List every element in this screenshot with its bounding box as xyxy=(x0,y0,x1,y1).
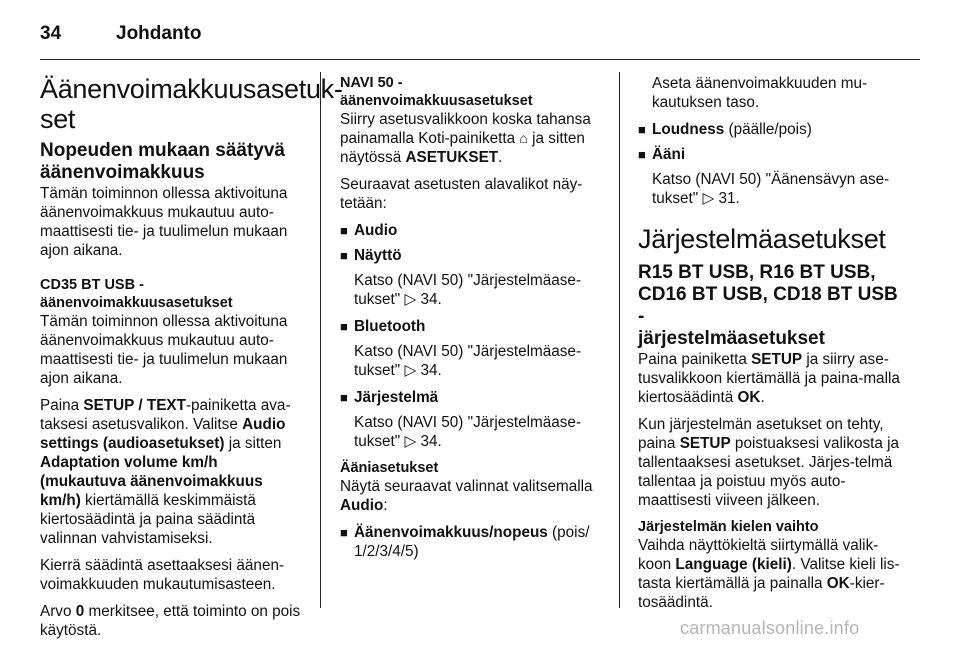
list-item: ■ Järjestelmä xyxy=(340,389,439,406)
paragraph: Tämän toiminnon ollessa aktivoituna äänenvoimakkuus mukautuu auto-maattisesti tie- ja tuulimelun mukaan ajon aikana. xyxy=(40,313,288,387)
page-number: 34 xyxy=(40,23,62,44)
watermark: carmanualsonline.info xyxy=(680,618,860,638)
column-3 xyxy=(638,70,908,620)
bullet-icon: ■ xyxy=(340,525,348,540)
sub-heading: Ääniasetukset xyxy=(340,460,439,476)
paragraph: Siirry asetusvalikkoon koska tahansa painamalla Koti-painiketta ⌂ ja sitten näytössä ASETUKSET. xyxy=(340,111,591,166)
paragraph: Vaihda näyttökieltä siirtymällä valik-koon Language (kieli). Valitse kieli lis-tasta kiertämällä ja painalla OK-kier-tosäädintä. xyxy=(638,537,900,611)
column-2 xyxy=(340,70,608,567)
bullet-icon: ■ xyxy=(340,390,348,405)
section-heading: Äänenvoimakkuusasetuk- set xyxy=(40,74,343,134)
list-item-desc: Katso (NAVI 50) "Järjestelmäase-tukset" ▷ 34. xyxy=(354,414,582,450)
paragraph: Näytä seuraavat valinnat valitsemalla Audio: xyxy=(340,478,593,514)
paragraph: Arvo 0 merkitsee, että toiminto on pois käytöstä. xyxy=(40,603,301,639)
paragraph: Paina SETUP / TEXT-painiketta ava-taksesi asetusvalikon. Valitse Audio settings (audioasetukset) ja sitten Adaptation volume km/h (mukautuva äänenvoimakkuus km/h) kiertämällä keskimmäistä kiertosäädintä ja paina säädintä valinnan vahvistamiseksi. xyxy=(40,397,291,547)
paragraph: Kierrä säädintä asettaaksesi äänen-voimakkuuden mukautumisasteen. xyxy=(40,557,285,593)
subsection-heading: R15 BT USB, R16 BT USB, CD16 BT USB, CD18 BT USB - järjestelmäasetukset xyxy=(638,262,898,349)
bullet-icon: ■ xyxy=(340,319,348,334)
paragraph: Aseta äänenvoimakkuuden mu-kautuksen taso. xyxy=(652,75,868,111)
bullet-icon: ■ xyxy=(638,147,646,162)
list-item: ■ Ääni xyxy=(638,146,686,163)
sub-heading: Järjestelmän kielen vaihto xyxy=(638,519,819,535)
bullet-icon: ■ xyxy=(340,223,348,238)
column-1 xyxy=(40,70,343,648)
page-header xyxy=(40,20,202,48)
paragraph: Kun järjestelmän asetukset on tehty, paina SETUP poistuaksesi valikosta ja tallentaaksesi asetukset. Järjes-telmä tallentaa ja poistuu myös auto-maattisesti viiveen jälkeen. xyxy=(638,416,900,509)
list-item: ■ Audio xyxy=(340,222,398,239)
column-divider-1 xyxy=(320,72,321,608)
subsection-heading: Nopeuden mukaan säätyvä äänenvoimakkuus xyxy=(40,140,285,183)
bullet-icon: ■ xyxy=(340,248,348,263)
list-item: ■ Bluetooth xyxy=(340,318,426,335)
sub-heading: NAVI 50 - äänenvoimakkuusasetukset xyxy=(340,75,533,109)
column-divider-2 xyxy=(619,72,620,608)
list-item-desc: Katso (NAVI 50) "Järjestelmäase-tukset" ▷ 34. xyxy=(354,272,582,308)
chapter-title: Johdanto xyxy=(116,23,202,44)
sub-heading: CD35 BT USB - äänenvoimakkuusasetukset xyxy=(40,277,233,311)
list-item: ■ Näyttö xyxy=(340,247,402,264)
paragraph: Seuraavat asetusten alavalikot näy-tetään: xyxy=(340,176,583,212)
list-item: ■ Loudness (päälle/pois) xyxy=(638,121,812,138)
paragraph: Tämän toiminnon ollessa aktivoituna äänenvoimakkuus mukautuu auto-maattisesti tie- ja tuulimelun mukaan ajon aikana. xyxy=(40,185,288,259)
bullet-icon: ■ xyxy=(638,122,646,137)
section-heading: Järjestelmäasetukset xyxy=(638,224,886,254)
header-rule xyxy=(40,59,920,60)
list-item-desc: Katso (NAVI 50) "Järjestelmäase-tukset" ▷ 34. xyxy=(354,343,582,379)
list-item-desc: Katso (NAVI 50) "Äänensävyn ase-tukset" ▷ 31. xyxy=(652,171,890,207)
paragraph: Paina painiketta SETUP ja siirry ase-tusvalikkoon kiertämällä ja paina-malla kiertosäädintä OK. xyxy=(638,351,900,406)
list-item: ■ Äänenvoimakkuus/nopeus (pois/ 1/2/3/4/5) xyxy=(340,524,590,560)
home-icon: ⌂ xyxy=(519,130,528,146)
